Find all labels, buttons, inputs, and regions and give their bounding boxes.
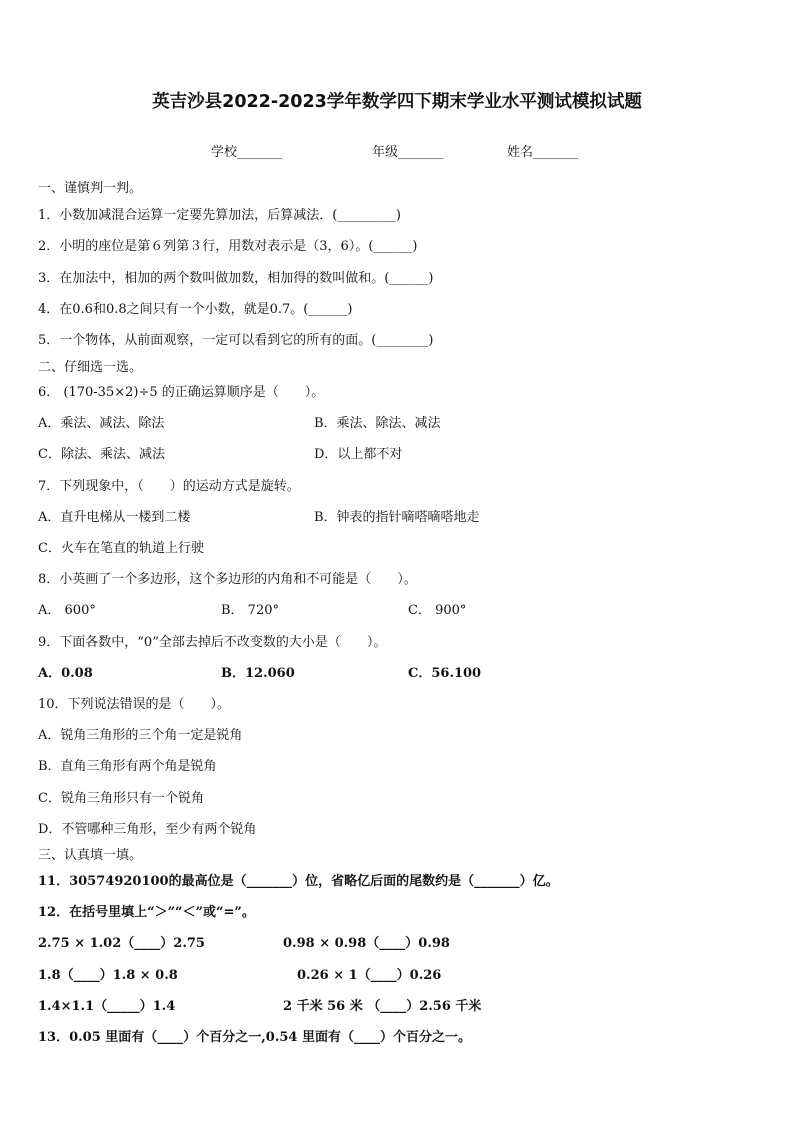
section-heading-3: 三、认真填一填。 xyxy=(38,848,143,863)
question-7-option-c: C．火车在笔直的轨道上行驶 xyxy=(38,541,204,556)
compare-row-2-left: 1.8（____）1.8 × 0.8 xyxy=(38,968,178,983)
question-6-option-a: A．乘法、减法、除法 xyxy=(38,416,165,431)
question-6: 6． (170-35×2)÷5 的正确运算顺序是（ ）。 xyxy=(38,385,325,400)
page-title: 英吉沙县2022-2023学年数学四下期末学业水平测试模拟试题 xyxy=(152,92,642,112)
question-9-option-a: A．0.08 xyxy=(38,666,93,681)
question-10-option-a: A．锐角三角形的三个角一定是锐角 xyxy=(38,728,243,743)
compare-row-1-right: 0.98 × 0.98（____）0.98 xyxy=(283,936,450,951)
question-4: 4．在0.6和0.8之间只有一个小数，就是0.7。(______) xyxy=(38,302,353,317)
question-7-option-b: B．钟表的指针嘀嗒嘀嗒地走 xyxy=(314,510,480,525)
question-10: 10．下列说法错误的是（ ）。 xyxy=(38,697,231,712)
question-13: 13．0.05 里面有（____）个百分之一,0.54 里面有（____）个百分之一。 xyxy=(38,1030,471,1045)
school-field: 学校_______ xyxy=(211,145,283,160)
compare-row-1-left: 2.75 × 1.02（____）2.75 xyxy=(38,936,205,951)
question-10-option-d: D．不管哪种三角形，至少有两个锐角 xyxy=(38,822,257,837)
compare-row-2-right: 0.26 × 1（____）0.26 xyxy=(297,968,442,983)
question-8-option-a: A． 600° xyxy=(38,603,96,618)
question-5: 5．一个物体，从前面观察，一定可以看到它的所有的面。(________) xyxy=(38,333,434,348)
question-7: 7．下列现象中，（ ）的运动方式是旋转。 xyxy=(38,479,300,494)
question-12: 12．在括号里填上“＞”“＜”或“=”。 xyxy=(38,905,255,920)
question-2: 2．小明的座位是第６列第３行，用数对表示是（3，6）。(______) xyxy=(38,239,418,254)
question-8-option-c: C． 900° xyxy=(408,603,467,618)
question-8-option-b: B． 720° xyxy=(221,603,279,618)
question-10-option-b: B．直角三角形有两个角是锐角 xyxy=(38,759,217,774)
question-9: 9．下面各数中，“0”全部去掉后不改变数的大小是（ ）。 xyxy=(38,635,387,650)
question-10-option-c: C．锐角三角形只有一个锐角 xyxy=(38,791,204,806)
question-9-option-c: C．56.100 xyxy=(408,666,482,681)
grade-field: 年级_______ xyxy=(372,145,444,160)
compare-row-3-left: 1.4×1.1（_____）1.4 xyxy=(38,999,176,1014)
compare-row-3-right: 2 千米 56 米 （____）2.56 千米 xyxy=(283,999,482,1014)
question-8: 8．小英画了一个多边形，这个多边形的内角和不可能是（ ）。 xyxy=(38,572,417,587)
question-11: 11．30574920100的最高位是（_______）位，省略亿后面的尾数约是（_______）亿。 xyxy=(38,874,559,889)
section-heading-1: 一、谨慎判一判。 xyxy=(38,181,143,196)
question-6-option-b: B．乘法、除法、减法 xyxy=(314,416,441,431)
question-9-option-b: B．12.060 xyxy=(221,666,295,681)
question-7-option-a: A．直升电梯从一楼到二楼 xyxy=(38,510,191,525)
question-6-option-c: C．除法、乘法、减法 xyxy=(38,447,165,462)
question-3: 3．在加法中，相加的两个数叫做加数，相加得的数叫做和。(______) xyxy=(38,271,434,286)
question-6-option-d: D．以上都不对 xyxy=(314,447,403,462)
question-1: 1．小数加减混合运算一定要先算加法，后算减法．(_________) xyxy=(38,208,401,223)
section-heading-2: 二、仔细选一选。 xyxy=(38,360,143,375)
name-field: 姓名_______ xyxy=(507,145,579,160)
